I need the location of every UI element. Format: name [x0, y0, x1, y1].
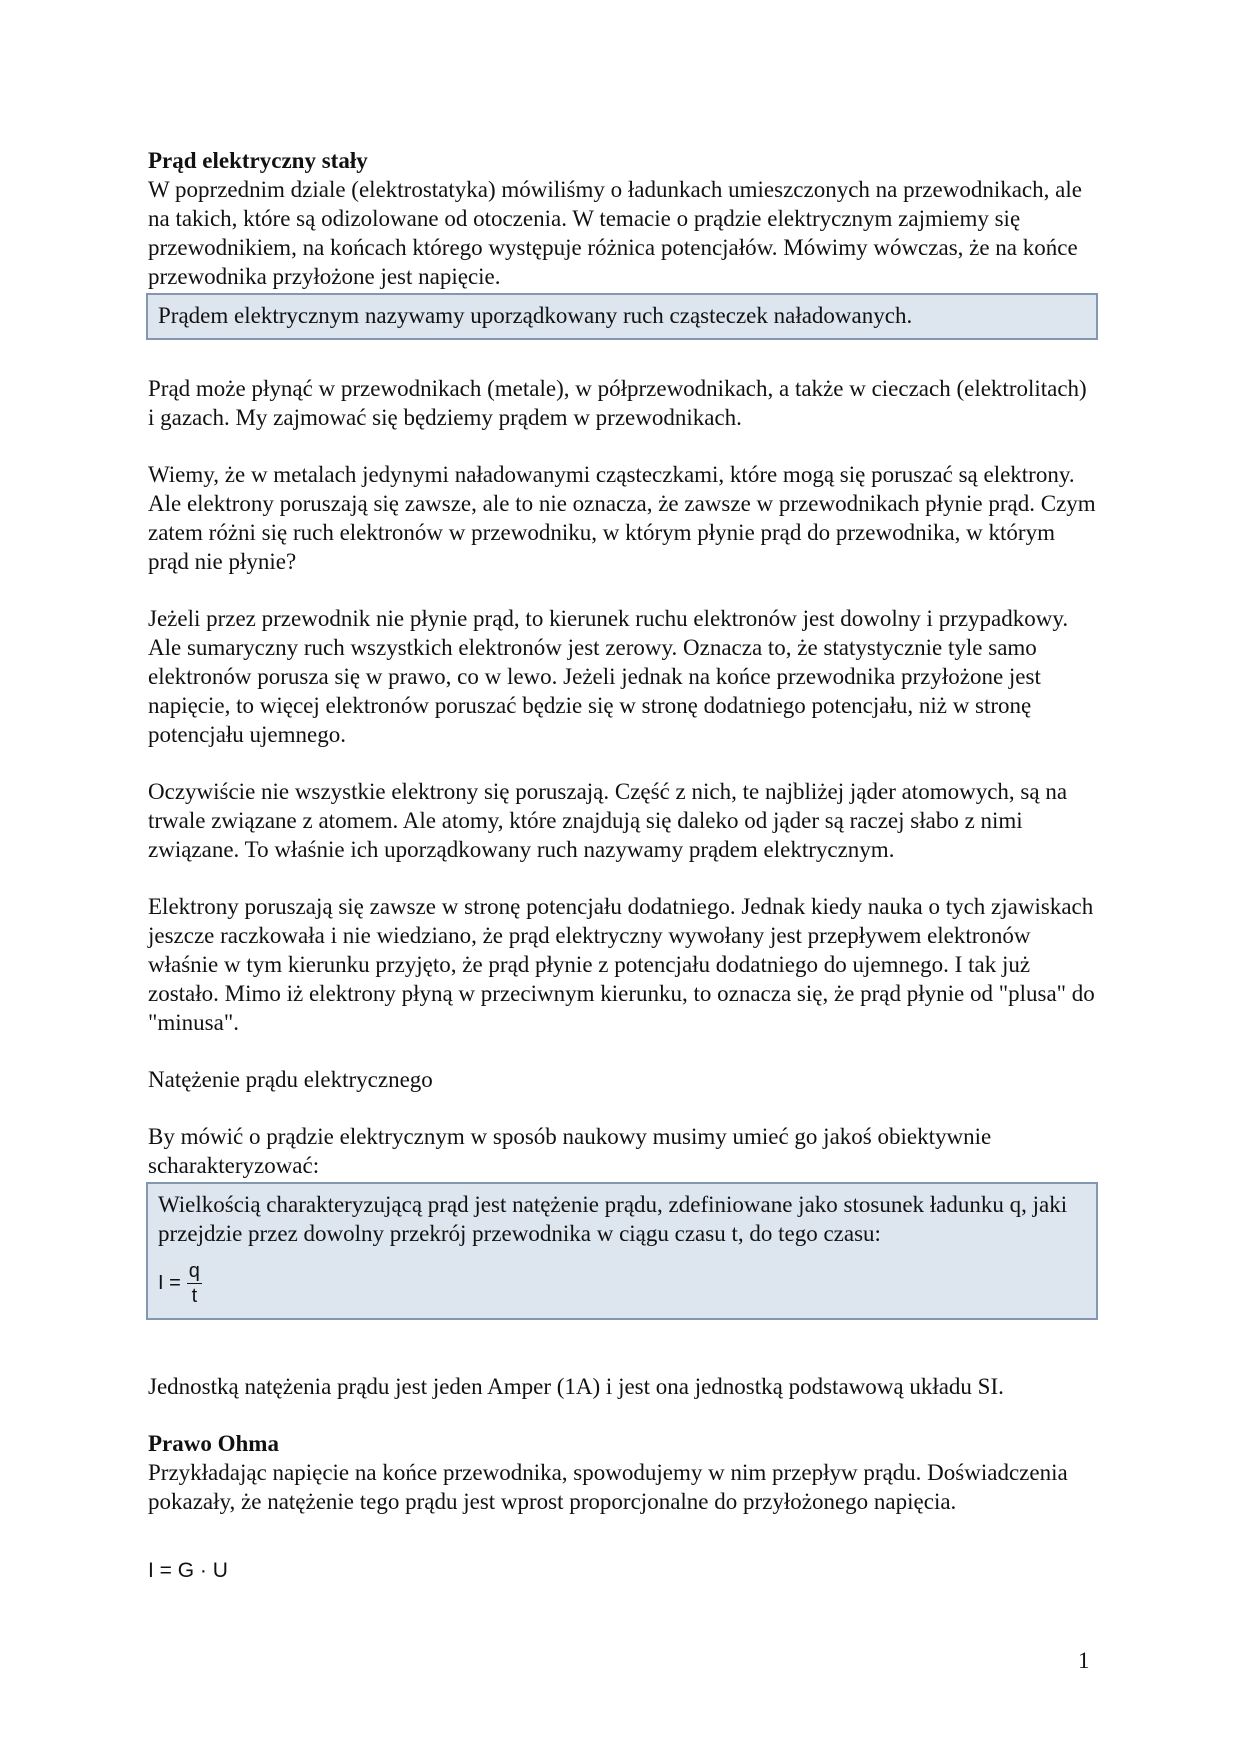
- intro-paragraph: W poprzednim dziale (elektrostatyka) mówiliśmy o ładunkach umieszczonych na przewodnikach, ale na takich, które są odizolowane od otoczenia. W temacie o prądzie elektrycznym zajmiemy się przewodnikiem, na końcach którego występuje różnica potencjałów. Mówimy wówczas, że na końce przewodnika przyłożone jest napięcie.: [148, 177, 1082, 289]
- paragraph-unit-ampere: Jednostką natężenia prądu jest jeden Amper (1A) i jest ona jednostką podstawową układu SI.: [148, 1374, 1004, 1399]
- subtitle-current-intensity: Natężenie prądu elektrycznego: [148, 1067, 433, 1092]
- section-title-ohms-law: Prawo Ohma: [148, 1431, 279, 1456]
- page-number: 1: [1078, 1648, 1090, 1673]
- intensity-definition-text: Wielkością charakteryzującą prąd jest natężenie prądu, zdefiniowane jako stosunek ładunku q, jaki przejdzie przez dowolny przekrój przewodnika w ciągu czasu t, do tego czasu:: [158, 1192, 1068, 1246]
- formula-intensity: [158, 1256, 202, 1310]
- definition-text: Prądem elektrycznym nazywamy uporządkowany ruch cząsteczek naładowanych.: [158, 303, 913, 328]
- paragraph-conductors: Prąd może płynąć w przewodnikach (metale), w półprzewodnikach, a także w cieczach (elektrolitach) i gazach. My zajmować się będziemy prądem w przewodnikach.: [148, 376, 1087, 430]
- fraction-denominator: t: [191, 1284, 198, 1307]
- section-title-dc-current: Prąd elektryczny stały: [148, 148, 368, 173]
- paragraph-characterize: By mówić o prądzie elektrycznym w sposób naukowy musimy umieć go jakoś obiektywnie scharakteryzować:: [148, 1124, 992, 1178]
- definition-box-current: [146, 293, 1098, 340]
- page-content: [148, 146, 1096, 1585]
- paragraph-current-direction: Elektrony poruszają się zawsze w stronę potencjału dodatniego. Jednak kiedy nauka o tych zjawiskach jeszcze raczkowała i nie wiedziano, że prąd elektryczny wywołany jest przepływem elektronów właśnie w tym kierunku przyjęto, że prąd płynie z potencjału dodatniego do ujemnego. I tak już zostało. Mimo iż elektrony płyną w przeciwnym kierunku, to oznacza się, że prąd płynie od "plusa" do "minusa".: [148, 894, 1095, 1035]
- paragraph-random-motion: Jeżeli przez przewodnik nie płynie prąd, to kierunek ruchu elektronów jest dowolny i przypadkowy. Ale sumaryczny ruch wszystkich elektronów jest zerowy. Oznacza to, że statystycznie tyle samo elektronów porusza się w prawo, co w lewo. Jeżeli jednak na końce przewodnika przyłożone jest napięcie, to więcej elektronów poruszać będzie się w stronę dodatniego potencjału, niż w stronę potencjału ujemnego.: [148, 606, 1069, 747]
- definition-box-intensity: [146, 1182, 1098, 1320]
- formula-ohms-law: I = G · U: [148, 1559, 228, 1582]
- formula-lhs: I =: [158, 1271, 181, 1294]
- paragraph-bound-electrons: Oczywiście nie wszystkie elektrony się poruszają. Część z nich, te najbliżej jąder atomowych, są na trwale związane z atomem. Ale atomy, które znajdują się daleko od jąder są raczej słabo z nimi związane. To właśnie ich uporządkowany ruch nazywamy prądem elektrycznym.: [148, 779, 1068, 862]
- fraction: [187, 1259, 202, 1308]
- fraction-numerator: q: [188, 1259, 200, 1282]
- paragraph-electrons: Wiemy, że w metalach jedynymi naładowanymi cząsteczkami, które mogą się poruszać są elektrony. Ale elektrony poruszają się zawsze, ale to nie oznacza, że zawsze w przewodnikach płynie prąd. Czym zatem różni się ruch elektronów w przewodniku, w którym płynie prąd do przewodnika, w którym prąd nie płynie?: [148, 462, 1096, 574]
- paragraph-ohms-law: Przykładając napięcie na końce przewodnika, spowodujemy w nim przepływ prądu. Doświadczenia pokazały, że natężenie tego prądu jest wprost proporcjonalne do przyłożonego napięcia.: [148, 1460, 1068, 1514]
